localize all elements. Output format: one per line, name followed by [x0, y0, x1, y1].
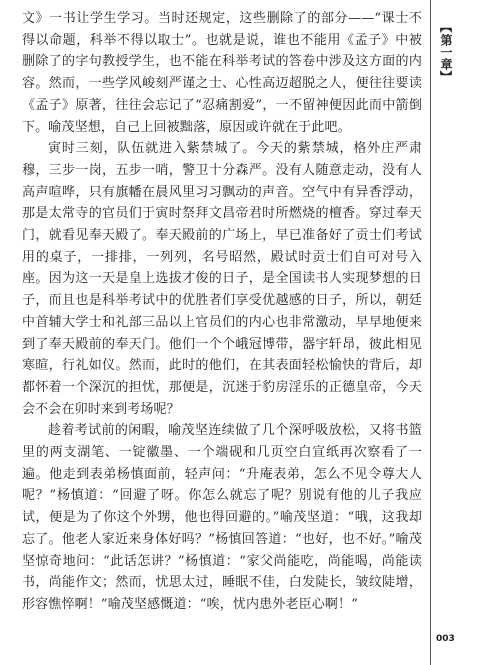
page-number: 003 — [436, 634, 455, 644]
chapter-label: 第一章 — [439, 34, 453, 70]
chapter-tab — [435, 22, 457, 82]
paragraph-3: 趁着考试前的闲暇，喻茂坚连续做了几个深呼吸放松，又将书篮里的两支湖笔、一锭徽墨、一个端砚和几页空白宣纸再次察看了一遍。他走到表弟杨慎面前，轻声问：“升庵表弟，怎么不见令尊大人呢？”杨慎道：“回避了呀。你怎么就忘了呢？别说有他的儿子我应试，便是为了你这个外甥，他也得回避的。”喻茂坚道：“哦，这我却忘了。他老人家近来身体好吗？”杨慎回答道：“也好，也不好。”喻茂坚惊奇地问：“此话怎讲？”杨慎道：“家父尚能吃，尚能喝，尚能读书，尚能作文；然而，忧思太过，睡眠不佳，白发陡长，皱纹陡增，形容憔悴啊！”喻茂坚感慨道：“唉，忧内患外老臣心啊！” — [22, 423, 422, 612]
paragraph-1: 文》一书让学生学习。当时还规定，这些删除了的部分——“课士不得以命题，科举不得以取士”。也就是说，谁也不能用《孟子》中被删除了的字句教授学生，也不能在科举考试的答卷中涉及这方面的内容。然而，一些学风峻刻严谨之士、心性高迈超脱之人，便往往要读《孟子》原著，往往会忘记了“忍痛割爱”，一不留神便因此而中箭倒下。喻茂坚想，自己上回被黜落，原因或许就在于此吧。 — [22, 11, 422, 135]
paragraph-2: 寅时三刻，队伍就进入紫禁城了。今天的紫禁城，格外庄严肃穆，三步一岗，五步一哨，警卫十分森严。没有人随意走动，没有人高声喧哗，只有旗幡在晨风里习习飘动的声音。空气中有异香浮动，那是太常寺的官员们于寅时祭拜文昌帝君时所燃烧的檀香。穿过奉天门，就看见奉天殿了。奉天殿前的广场上，早已准备好了贡士们考试用的桌子，一排排，一列列，名号昭然，殿试时贡士们自可对号入座。因为这一天是皇上选拔才俊的日子，是全国读书人实现梦想的日子，而且也是科举考试中的优胜者们享受优越感的日子，所以，朝廷中首辅大学士和礼部三品以上官员们的内心也非常激动，早早地便来到了奉天殿前的奉天门。他们一个个峨冠博带，器宇轩昂，彼此相见寒暄，行礼如仪。然而，此时的他们，在其表面轻松愉快的背后，却都怀着一个深沉的担忧，那便是，沉迷于豹房淫乐的正德皇帝，今天会不会在卯时来到考场呢？ — [22, 141, 422, 417]
chapter-tab-close-bracket: ︼ — [439, 70, 452, 84]
body-text — [22, 8, 422, 616]
margin-divider — [430, 0, 431, 665]
chapter-tab-open-bracket: ︻ — [439, 20, 452, 34]
